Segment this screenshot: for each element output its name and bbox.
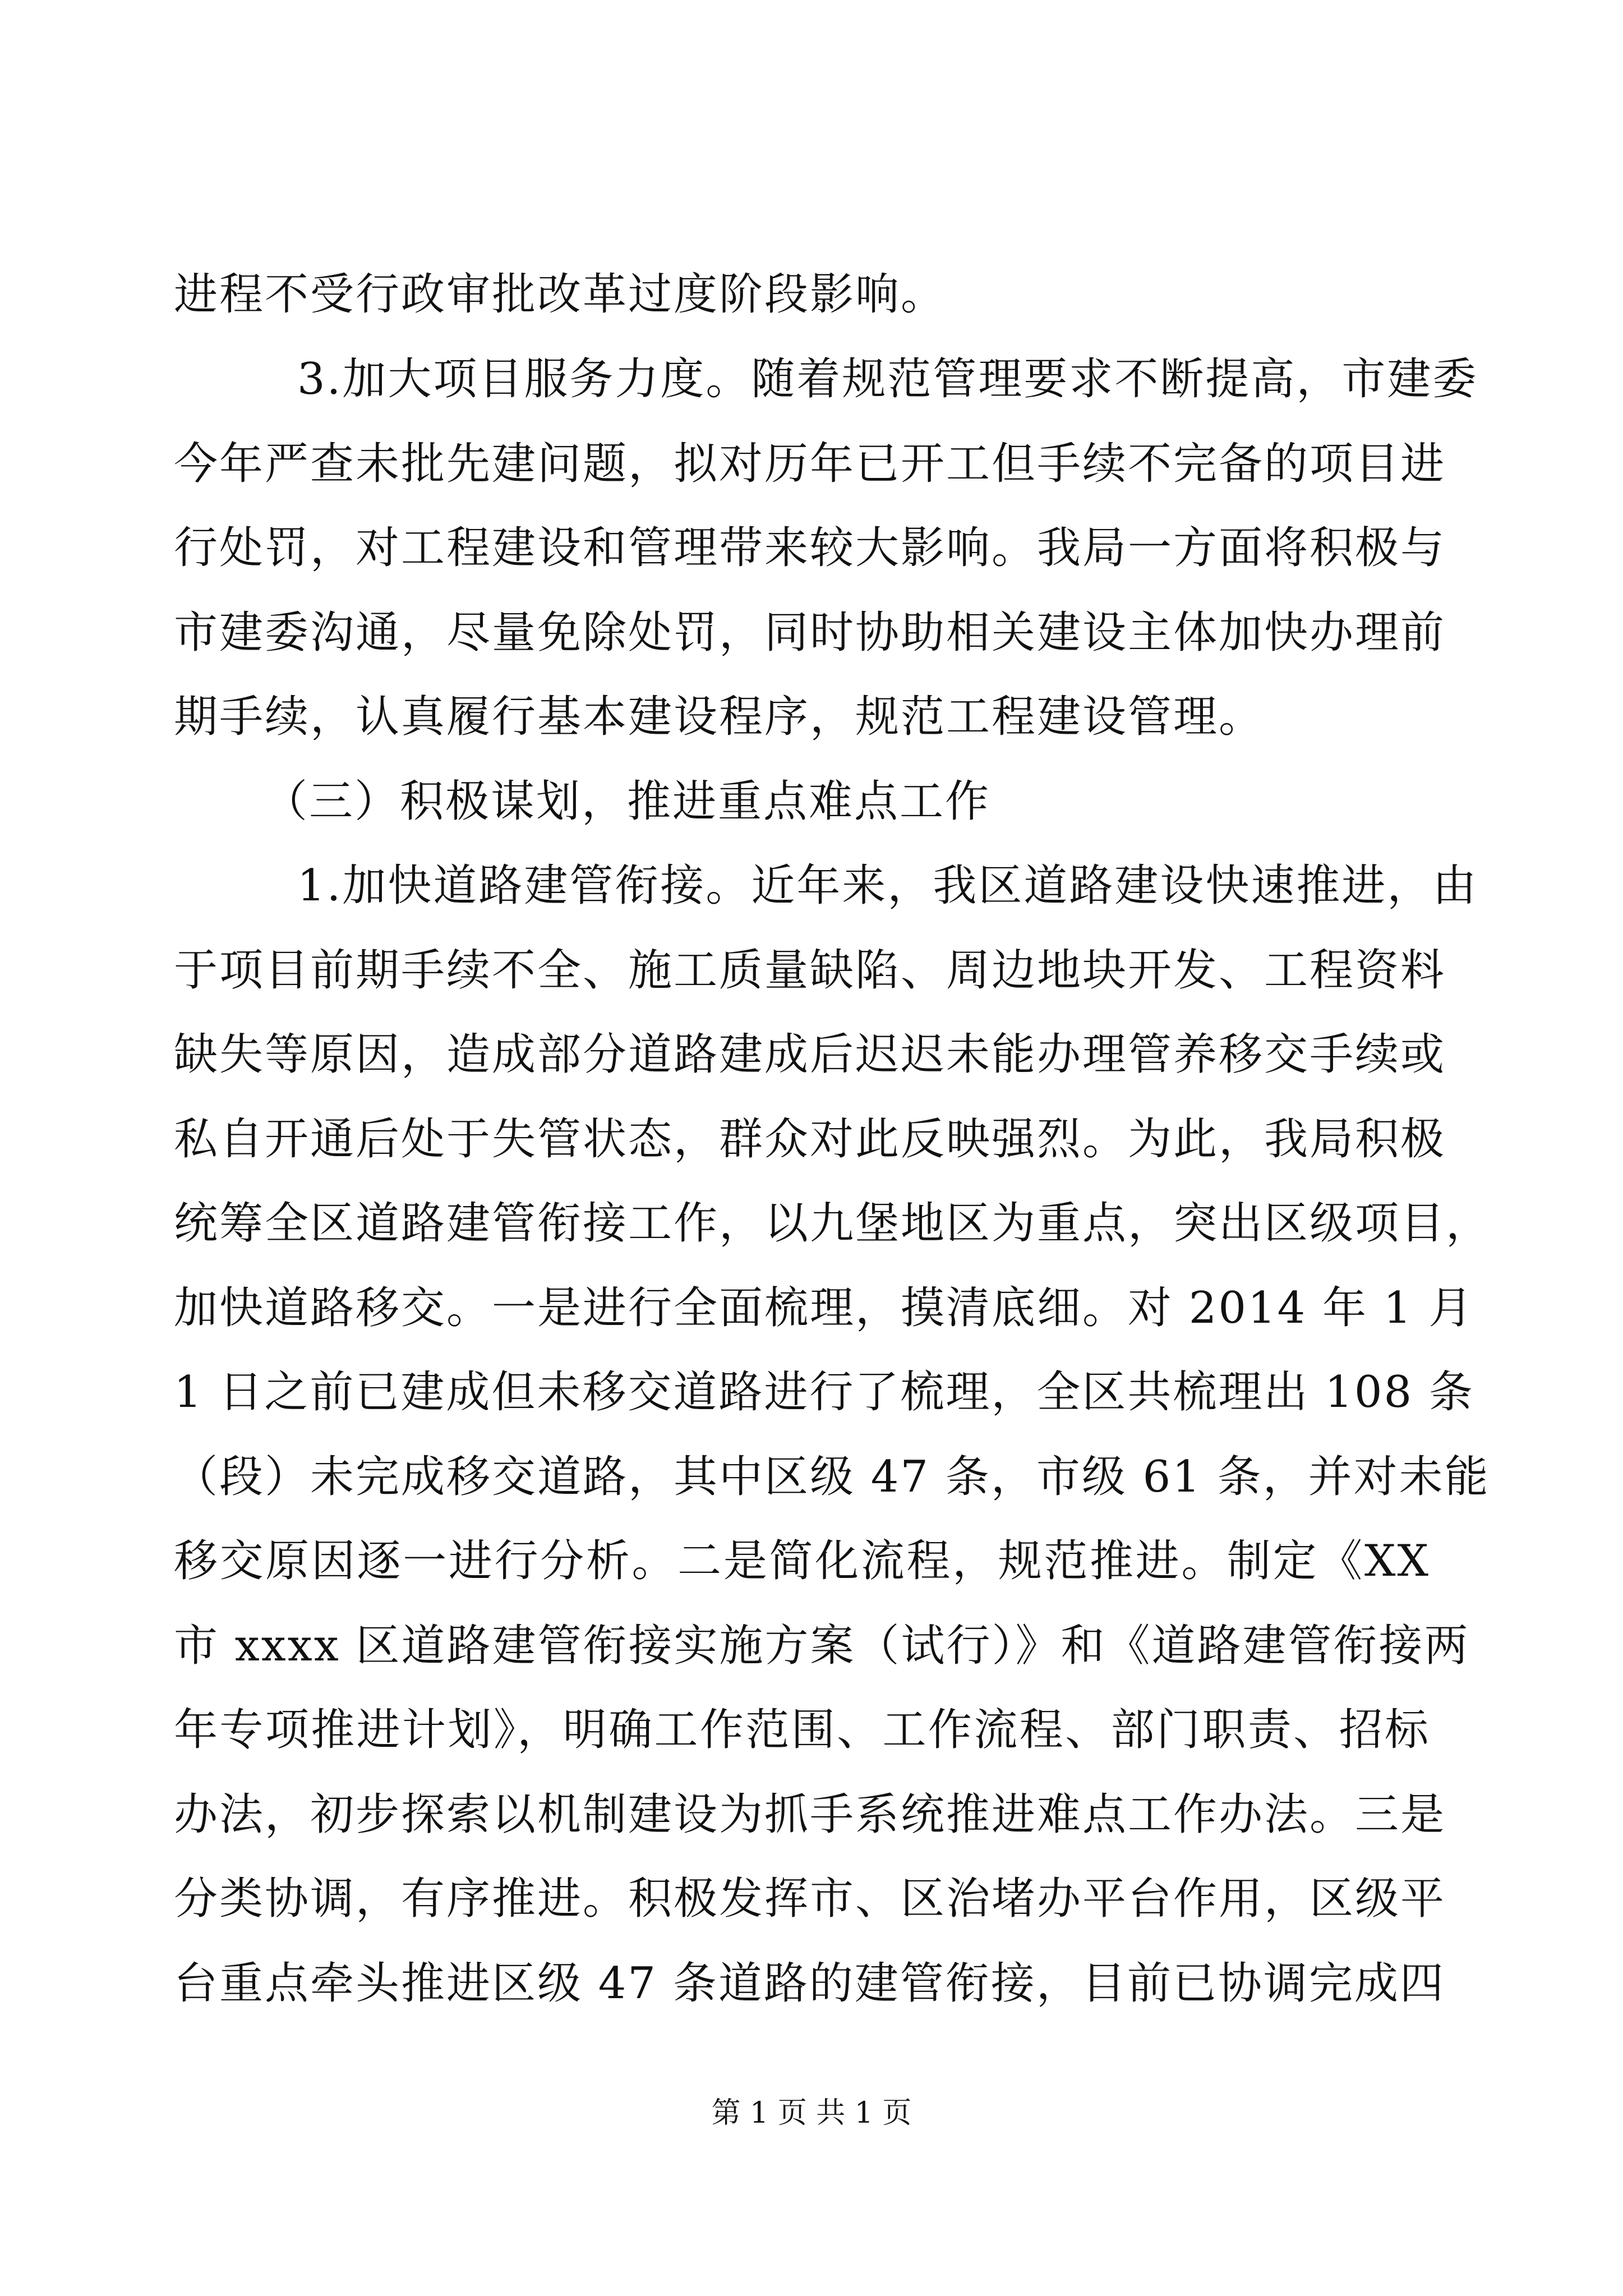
text-line-11: 私自开通后处于失管状态，群众对此反映强烈。为此，我局积极	[174, 1114, 1446, 1165]
text-line-12: 统筹全区道路建管衔接工作，以九堡地区为重点，突出区级项目，	[174, 1198, 1492, 1249]
text-line-9: 于项目前期手续不全、施工质量缺陷、周边地块开发、工程资料	[174, 945, 1446, 996]
text-line-18: 年专项推进计划》，明确工作范围、工作流程、部门职责、招标	[174, 1705, 1430, 1755]
text-line-10: 缺失等原因，造成部分道路建成后迟迟未能办理管养移交手续或	[174, 1029, 1446, 1080]
text-line-15: （段）未完成移交道路，其中区级 47 条，市级 61 条，并对未能	[174, 1452, 1490, 1502]
text-line-20: 分类协调，有序推进。积极发挥市、区治堵办平台作用，区级平	[174, 1874, 1446, 1924]
text-line-14: 1 日之前已建成但未移交道路进行了梳理，全区共梳理出 108 条	[174, 1367, 1474, 1418]
text-line-5: 市建委沟通，尽量免除处罚，同时协助相关建设主体加快办理前	[174, 608, 1446, 658]
text-line-17: 市 xxxx 区道路建管衔接实施方案（试行）》和《道路建管衔接两	[174, 1621, 1470, 1671]
section-heading: （三）积极谋划，推进重点难点工作	[264, 776, 991, 827]
text-line-2: 3.加大项目服务力度。随着规范管理要求不断提高，市建委	[297, 354, 1478, 404]
text-line-1: 进程不受行政审批改革过度阶段影响。	[174, 269, 947, 320]
text-line-8: 1.加快道路建管衔接。近年来，我区道路建设快速推进，由	[297, 861, 1478, 911]
text-line-13: 加快道路移交。一是进行全面梳理，摸清底细。对 2014 年 1 月	[174, 1283, 1474, 1333]
text-line-19: 办法，初步探索以机制建设为抓手系统推进难点工作办法。三是	[174, 1789, 1446, 1840]
text-line-4: 行处罚，对工程建设和管理带来较大影响。我局一方面将积极与	[174, 523, 1446, 573]
text-line-6: 期手续，认真履行基本建设程序，规范工程建设管理。	[174, 692, 1265, 742]
text-line-21: 台重点牵头推进区级 47 条道路的建管衔接，目前已协调完成四	[174, 1958, 1445, 2009]
page-footer: 第 1 页 共 1 页	[711, 2096, 912, 2130]
text-line-16: 移交原因逐一进行分析。二是简化流程，规范推进。制定《XX	[174, 1536, 1430, 1586]
text-line-3: 今年严查未批先建问题，拟对历年已开工但手续不完备的项目进	[174, 439, 1446, 489]
